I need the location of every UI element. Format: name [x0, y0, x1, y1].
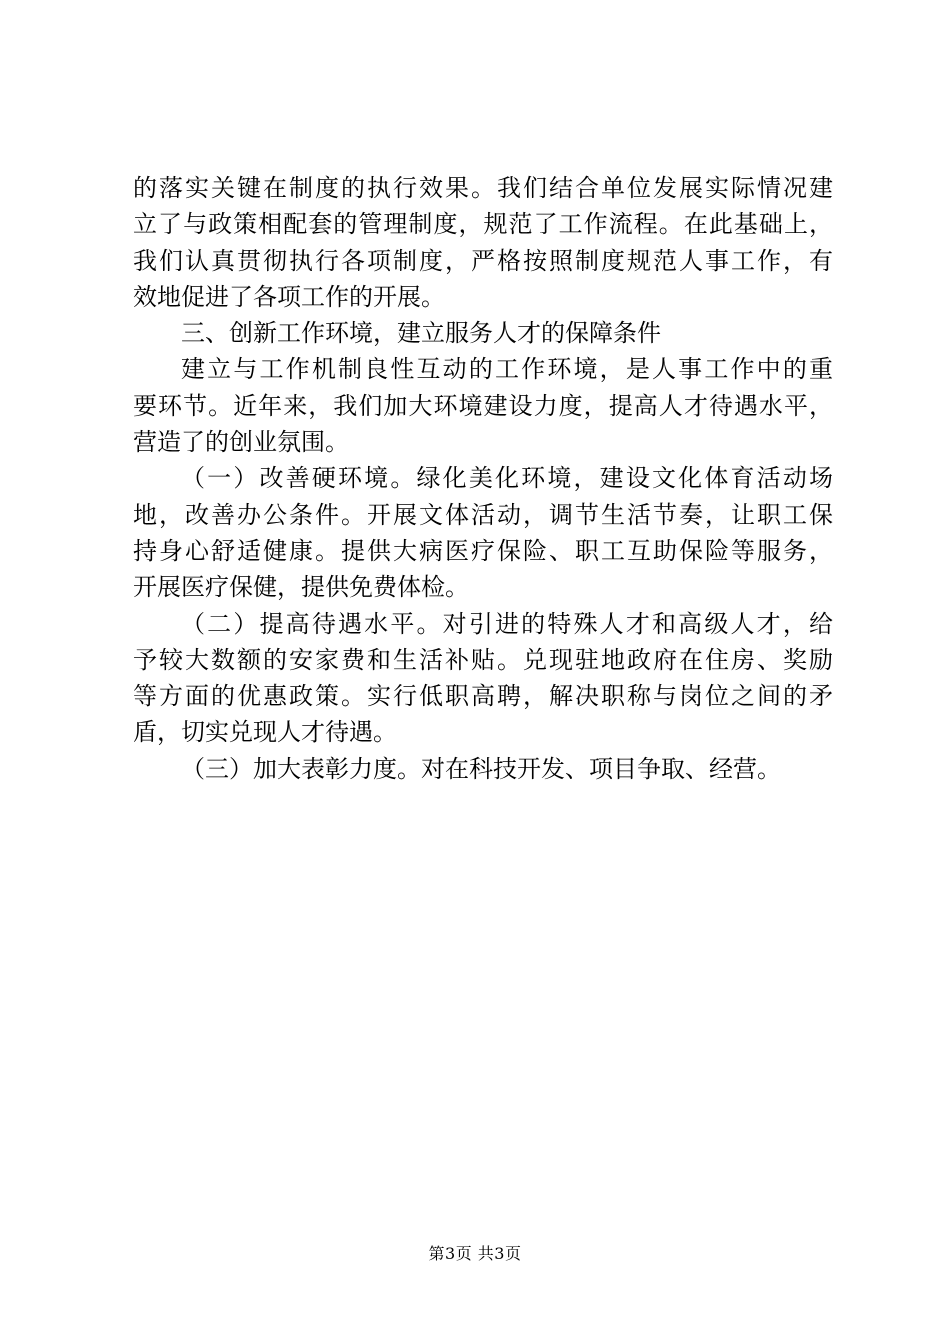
text-line: 等方面的优惠政策。实行低职高聘，解决职称与岗位之间的矛 [133, 682, 833, 711]
text-line: 效地促进了各项工作的开展。 [133, 282, 445, 311]
text-line: 要环节。近年来，我们加大环境建设力度，提高人才待遇水平， [133, 391, 833, 420]
text-line: 的落实关键在制度的执行效果。我们结合单位发展实际情况建 [133, 174, 833, 202]
text-line: 地，改善办公条件。开展文体活动，调节生活节奏，让职工保 [133, 500, 833, 529]
text-line: （一）改善硬环境。绿化美化环境，建设文化体育活动场 [181, 464, 833, 493]
text-line: 三、创新工作环境，建立服务人才的保障条件 [181, 319, 661, 348]
text-line: 予较大数额的安家费和生活补贴。兑现驻地政府在住房、奖励 [133, 645, 833, 674]
text-line: （三）加大表彰力度。对在科技开发、项目争取、经营。 [181, 754, 781, 783]
text-line: （二）提高待遇水平。对引进的特殊人才和高级人才，给 [181, 609, 833, 638]
text-line: 开展医疗保健，提供免费体检。 [133, 573, 469, 602]
text-line: 持身心舒适健康。提供大病医疗保险、职工互助保险等服务， [133, 536, 833, 565]
text-line: 盾，切实兑现人才待遇。 [133, 718, 397, 747]
text-line: 营造了的创业氛围。 [133, 428, 349, 457]
text-line: 立了与政策相配套的管理制度，规范了工作流程。在此基础上， [133, 210, 833, 239]
text-line: 建立与工作机制良性互动的工作环境，是人事工作中的重 [181, 355, 833, 384]
page-footer: 第3页 共3页 [428, 1244, 522, 1263]
text-line: 我们认真贯彻执行各项制度，严格按照制度规范人事工作，有 [133, 246, 833, 275]
document-body [133, 170, 833, 787]
